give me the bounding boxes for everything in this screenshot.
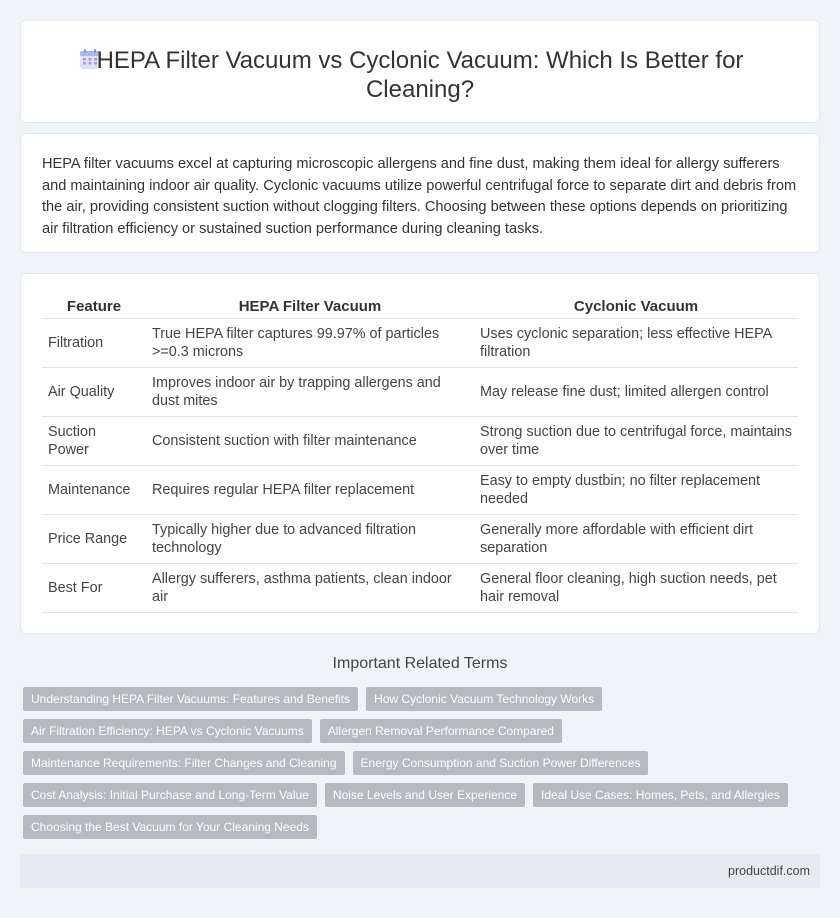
- hepa-cell: Improves indoor air by trapping allergens and dust mites: [146, 367, 474, 416]
- hepa-cell: True HEPA filter captures 99.97% of particles >=0.3 microns: [146, 318, 474, 367]
- related-term-tag[interactable]: Maintenance Requirements: Filter Changes and Cleaning: [23, 751, 345, 775]
- related-term-tag[interactable]: Ideal Use Cases: Homes, Pets, and Allergies: [533, 783, 788, 807]
- related-term-tag[interactable]: How Cyclonic Vacuum Technology Works: [366, 687, 602, 711]
- hepa-cell: Requires regular HEPA filter replacement: [146, 465, 474, 514]
- feature-cell: Price Range: [42, 514, 146, 563]
- table-row: [42, 367, 798, 416]
- hepa-cell: Allergy sufferers, asthma patients, clean indoor air: [146, 563, 474, 612]
- hepa-cell: Typically higher due to advanced filtration technology: [146, 514, 474, 563]
- footer: [20, 854, 820, 888]
- feature-cell: Best For: [42, 563, 146, 612]
- feature-cell: Suction Power: [42, 416, 146, 465]
- page-title: HEPA Filter Vacuum vs Cyclonic Vacuum: Which Is Better for Cleaning?: [96, 47, 744, 103]
- related-term-tag[interactable]: Understanding HEPA Filter Vacuums: Features and Benefits: [23, 687, 358, 711]
- comparison-table: [42, 296, 798, 613]
- table-header-row: [42, 296, 798, 318]
- table-row: [42, 563, 798, 612]
- comparison-table-card: [20, 273, 820, 634]
- feature-cell: Maintenance: [42, 465, 146, 514]
- feature-cell: Filtration: [42, 318, 146, 367]
- related-term-tag[interactable]: Air Filtration Efficiency: HEPA vs Cyclonic Vacuums: [23, 719, 312, 743]
- intro-card: [20, 133, 820, 253]
- title-card: [20, 20, 820, 123]
- table-row: [42, 416, 798, 465]
- cyclonic-cell: General floor cleaning, high suction needs, pet hair removal: [474, 563, 798, 612]
- related-term-tag[interactable]: Energy Consumption and Suction Power Differences: [353, 751, 649, 775]
- column-header-cyclonic: Cyclonic Vacuum: [474, 296, 798, 318]
- table-row: [42, 465, 798, 514]
- cyclonic-cell: Easy to empty dustbin; no filter replacement needed: [474, 465, 798, 514]
- column-header-feature: Feature: [42, 296, 146, 318]
- hepa-cell: Consistent suction with filter maintenance: [146, 416, 474, 465]
- table-row: [42, 318, 798, 367]
- cyclonic-cell: Strong suction due to centrifugal force, maintains over time: [474, 416, 798, 465]
- related-term-tag[interactable]: Noise Levels and User Experience: [325, 783, 525, 807]
- related-term-tag[interactable]: Allergen Removal Performance Compared: [320, 719, 562, 743]
- related-term-tag[interactable]: Cost Analysis: Initial Purchase and Long-Term Value: [23, 783, 317, 807]
- footer-site-name[interactable]: productdif.com: [728, 864, 810, 878]
- intro-paragraph: HEPA filter vacuums excel at capturing microscopic allergens and fine dust, making them ideal for allergy sufferers and maintaining indoor air quality. Cyclonic vacuums utilize powerful centrifugal force to separate dirt and debris from the air, providing consistent suction without clogging filters. Choosing between these options depends on prioritizing air filtration efficiency or sustained suction performance during cleaning tasks.: [42, 156, 797, 237]
- cyclonic-cell: Uses cyclonic separation; less effective HEPA filtration: [474, 318, 798, 367]
- cyclonic-cell: May release fine dust; limited allergen control: [474, 367, 798, 416]
- feature-cell: Air Quality: [42, 367, 146, 416]
- cyclonic-cell: Generally more affordable with efficient dirt separation: [474, 514, 798, 563]
- column-header-hepa: HEPA Filter Vacuum: [146, 296, 474, 318]
- related-terms-list: [23, 687, 813, 847]
- table-row: [42, 514, 798, 563]
- related-term-tag[interactable]: Choosing the Best Vacuum for Your Cleaning Needs: [23, 815, 317, 839]
- related-terms-title: Important Related Terms: [332, 655, 508, 672]
